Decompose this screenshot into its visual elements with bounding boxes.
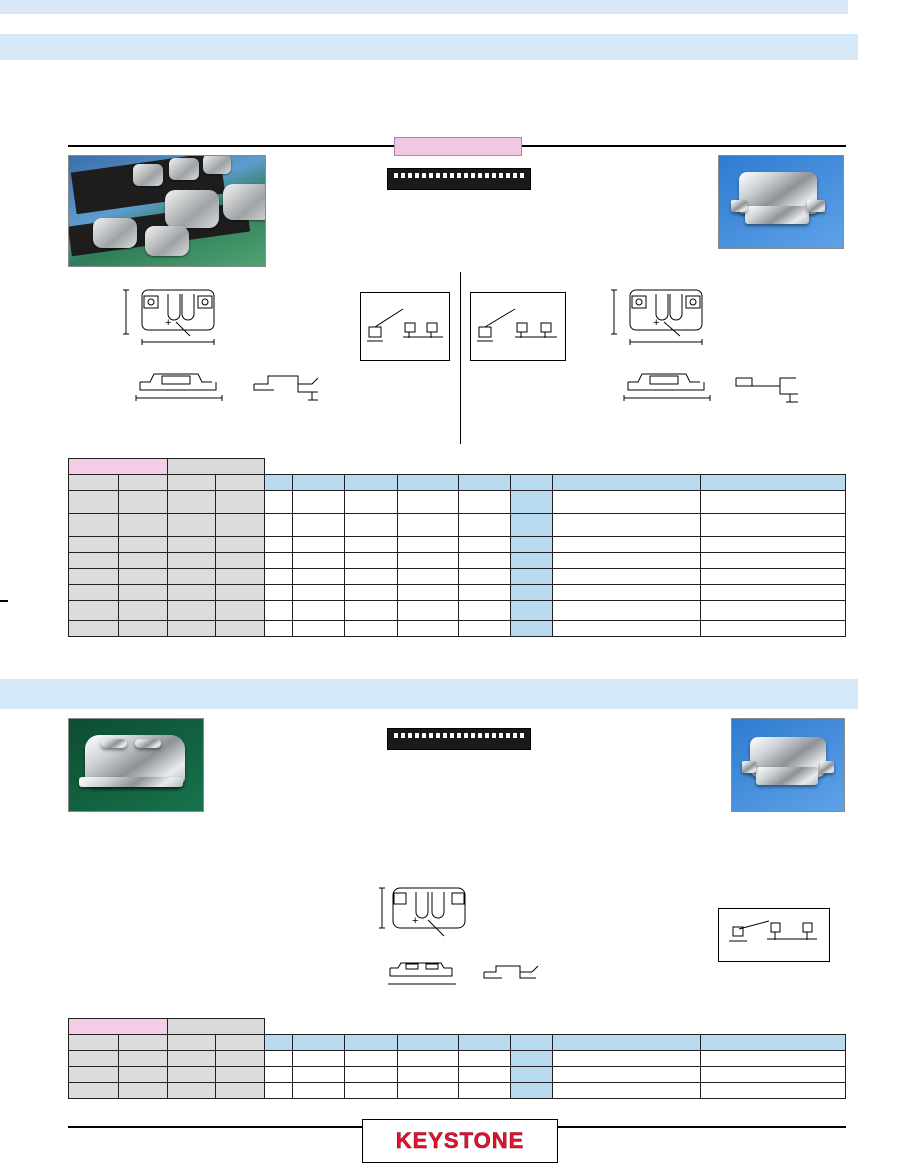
section1-spec-table (68, 458, 846, 637)
cell (118, 1083, 168, 1099)
col-head-9 (459, 475, 510, 491)
cell (344, 1051, 397, 1067)
cell (118, 585, 168, 601)
cell (168, 553, 216, 569)
svg-text:+: + (165, 317, 172, 329)
cell (459, 1051, 510, 1067)
cell (265, 514, 293, 537)
cell (701, 621, 846, 637)
cell (265, 1067, 293, 1083)
col-head-12 (701, 475, 846, 491)
cell (398, 491, 459, 514)
table-header-group-row (69, 459, 846, 475)
cell (168, 1067, 216, 1083)
cell (701, 585, 846, 601)
cell (69, 1083, 119, 1099)
cell (701, 491, 846, 514)
table-row (69, 553, 846, 569)
col-head-4 (215, 475, 265, 491)
clip-3d-blue-photo (718, 155, 844, 249)
cell (510, 537, 552, 553)
col-head-2 (118, 1035, 168, 1051)
cell (215, 569, 265, 585)
cell (215, 585, 265, 601)
cell (69, 537, 119, 553)
cell (293, 514, 344, 537)
cell (459, 1083, 510, 1099)
cell (344, 601, 397, 621)
cell (118, 601, 168, 621)
clip-3d-blue-photo-2 (731, 718, 845, 812)
table-row (69, 569, 846, 585)
header-group-gray (168, 459, 265, 475)
cell (552, 1067, 701, 1083)
cell (69, 621, 119, 637)
cell (293, 1051, 344, 1067)
header-group-pink (69, 459, 168, 475)
cell (398, 601, 459, 621)
cell (510, 585, 552, 601)
cell (398, 553, 459, 569)
drawing-profile-right (732, 364, 808, 404)
col-head-1 (69, 475, 119, 491)
cell (459, 569, 510, 585)
cell (398, 621, 459, 637)
cell (398, 1051, 459, 1067)
section1-spec-plate-text (394, 173, 524, 178)
clip-3d-green-photo (68, 718, 204, 812)
section1-rule-left (68, 145, 394, 147)
cell (293, 621, 344, 637)
col-head-2 (118, 475, 168, 491)
col-head-7 (344, 1035, 397, 1051)
cell (265, 553, 293, 569)
section2-spec-table (68, 1018, 846, 1099)
cell (344, 621, 397, 637)
table-row (69, 1083, 846, 1099)
header-group-pink (69, 1019, 168, 1035)
cell (215, 601, 265, 621)
cell (552, 621, 701, 637)
cell (118, 514, 168, 537)
cell (344, 585, 397, 601)
cell (118, 1067, 168, 1083)
cell (265, 569, 293, 585)
cell (459, 514, 510, 537)
drawing-top-view-right (606, 280, 726, 360)
table-row (69, 514, 846, 537)
cell (118, 553, 168, 569)
col-head-5 (265, 1035, 293, 1051)
cell (265, 491, 293, 514)
cell (398, 585, 459, 601)
col-head-3 (168, 475, 216, 491)
table-row (69, 621, 846, 637)
col-head-1 (69, 1035, 119, 1051)
cell (510, 491, 552, 514)
col-head-10 (510, 1035, 552, 1051)
cell (510, 1067, 552, 1083)
cell (69, 1067, 119, 1083)
col-head-12 (701, 1035, 846, 1051)
cell (510, 553, 552, 569)
cell (293, 585, 344, 601)
drawing-side-view-right (620, 362, 720, 410)
cell (552, 491, 701, 514)
cell (344, 514, 397, 537)
col-head-9 (459, 1035, 510, 1051)
cell (344, 537, 397, 553)
cell (552, 537, 701, 553)
cell (552, 569, 701, 585)
cell (265, 585, 293, 601)
cell (168, 537, 216, 553)
cell (69, 514, 119, 537)
drawing-side-view-left (132, 362, 232, 410)
drawing-side-view-section2 (386, 958, 472, 990)
cell (510, 1083, 552, 1099)
cell (265, 1083, 293, 1099)
table-header-row (69, 475, 846, 491)
col-head-6 (293, 1035, 344, 1051)
header-group-blank (265, 1019, 846, 1035)
cell (118, 537, 168, 553)
cell (215, 514, 265, 537)
table-header-row (69, 1035, 846, 1051)
cell (215, 537, 265, 553)
col-head-8 (398, 475, 459, 491)
cell (459, 1067, 510, 1083)
cell (293, 553, 344, 569)
cell (69, 1051, 119, 1067)
cell (168, 1051, 216, 1067)
margin-tick (0, 600, 8, 602)
cell (398, 1067, 459, 1083)
cell (69, 569, 119, 585)
cell (701, 1067, 846, 1083)
svg-text:+: + (412, 915, 419, 927)
cell (215, 491, 265, 514)
header-group-gray (168, 1019, 265, 1035)
cell (69, 601, 119, 621)
drawing-profile-left (250, 366, 326, 406)
cell (293, 1083, 344, 1099)
cell (293, 537, 344, 553)
cell (552, 585, 701, 601)
cell (168, 491, 216, 514)
table-row (69, 491, 846, 514)
cell (118, 1051, 168, 1067)
section2-spec-plate (387, 728, 531, 750)
col-head-6 (293, 475, 344, 491)
keystone-logo (362, 1119, 558, 1163)
cell (215, 1083, 265, 1099)
cell (510, 621, 552, 637)
cell (293, 491, 344, 514)
detail-box-right (470, 292, 566, 361)
header-group-blank (265, 459, 846, 475)
cell (459, 537, 510, 553)
col-head-11 (552, 475, 701, 491)
cell (69, 491, 119, 514)
cell (168, 621, 216, 637)
cell (398, 569, 459, 585)
cell (459, 585, 510, 601)
cell (398, 514, 459, 537)
table-row (69, 1051, 846, 1067)
cell (69, 585, 119, 601)
svg-text:+: + (653, 317, 660, 329)
cell (398, 1083, 459, 1099)
section1-title-plate (394, 137, 522, 156)
cell (344, 553, 397, 569)
cell (344, 1083, 397, 1099)
detail-box-left (360, 292, 450, 361)
cell (118, 569, 168, 585)
table-row (69, 585, 846, 601)
cell (293, 601, 344, 621)
cell (701, 1083, 846, 1099)
cell (552, 514, 701, 537)
center-divider (460, 272, 461, 444)
cell (459, 601, 510, 621)
col-head-4 (215, 1035, 265, 1051)
cell (215, 1051, 265, 1067)
cell (265, 601, 293, 621)
cell (118, 621, 168, 637)
col-head-10 (510, 475, 552, 491)
cell (701, 569, 846, 585)
table-row (69, 601, 846, 621)
col-head-11 (552, 1035, 701, 1051)
cell (552, 1083, 701, 1099)
drawing-top-view-section2 (372, 880, 492, 952)
cell (265, 621, 293, 637)
cell (552, 1051, 701, 1067)
cell (701, 537, 846, 553)
section2-spec-plate-text (394, 733, 524, 738)
table-row (69, 537, 846, 553)
cell (459, 491, 510, 514)
table-row (69, 1067, 846, 1083)
col-head-5 (265, 475, 293, 491)
cell (510, 569, 552, 585)
cell (215, 1067, 265, 1083)
drawing-profile-section2 (482, 958, 544, 992)
cell (701, 553, 846, 569)
table-header-group-row (69, 1019, 846, 1035)
detail-box-section2 (718, 908, 830, 962)
cell (552, 553, 701, 569)
header-band (0, 34, 858, 60)
top-bar-left (0, 0, 848, 14)
top-bar-right (848, 0, 918, 14)
col-head-7 (344, 475, 397, 491)
cell (510, 601, 552, 621)
col-head-8 (398, 1035, 459, 1051)
cell (398, 537, 459, 553)
keystone-logo-text: KEYSTONE (395, 1128, 525, 1153)
cell (118, 491, 168, 514)
cell (215, 553, 265, 569)
cell (701, 514, 846, 537)
cell (552, 601, 701, 621)
cell (215, 621, 265, 637)
cell (293, 569, 344, 585)
cell (293, 1067, 344, 1083)
cell (344, 491, 397, 514)
cell (168, 514, 216, 537)
cell (701, 601, 846, 621)
cell (265, 537, 293, 553)
cell (344, 1067, 397, 1083)
tape-and-reel-photo (68, 155, 266, 267)
cell (168, 585, 216, 601)
col-head-3 (168, 1035, 216, 1051)
cell (701, 1051, 846, 1067)
drawing-top-view-left (118, 280, 238, 360)
cell (69, 553, 119, 569)
section1-spec-plate (387, 168, 531, 190)
section1-rule-right (522, 145, 846, 147)
cell (459, 621, 510, 637)
cell (168, 569, 216, 585)
cell (344, 569, 397, 585)
cell (510, 1051, 552, 1067)
cell (168, 601, 216, 621)
cell (510, 514, 552, 537)
cell (168, 1083, 216, 1099)
section2-band (0, 679, 858, 709)
cell (459, 553, 510, 569)
cell (265, 1051, 293, 1067)
